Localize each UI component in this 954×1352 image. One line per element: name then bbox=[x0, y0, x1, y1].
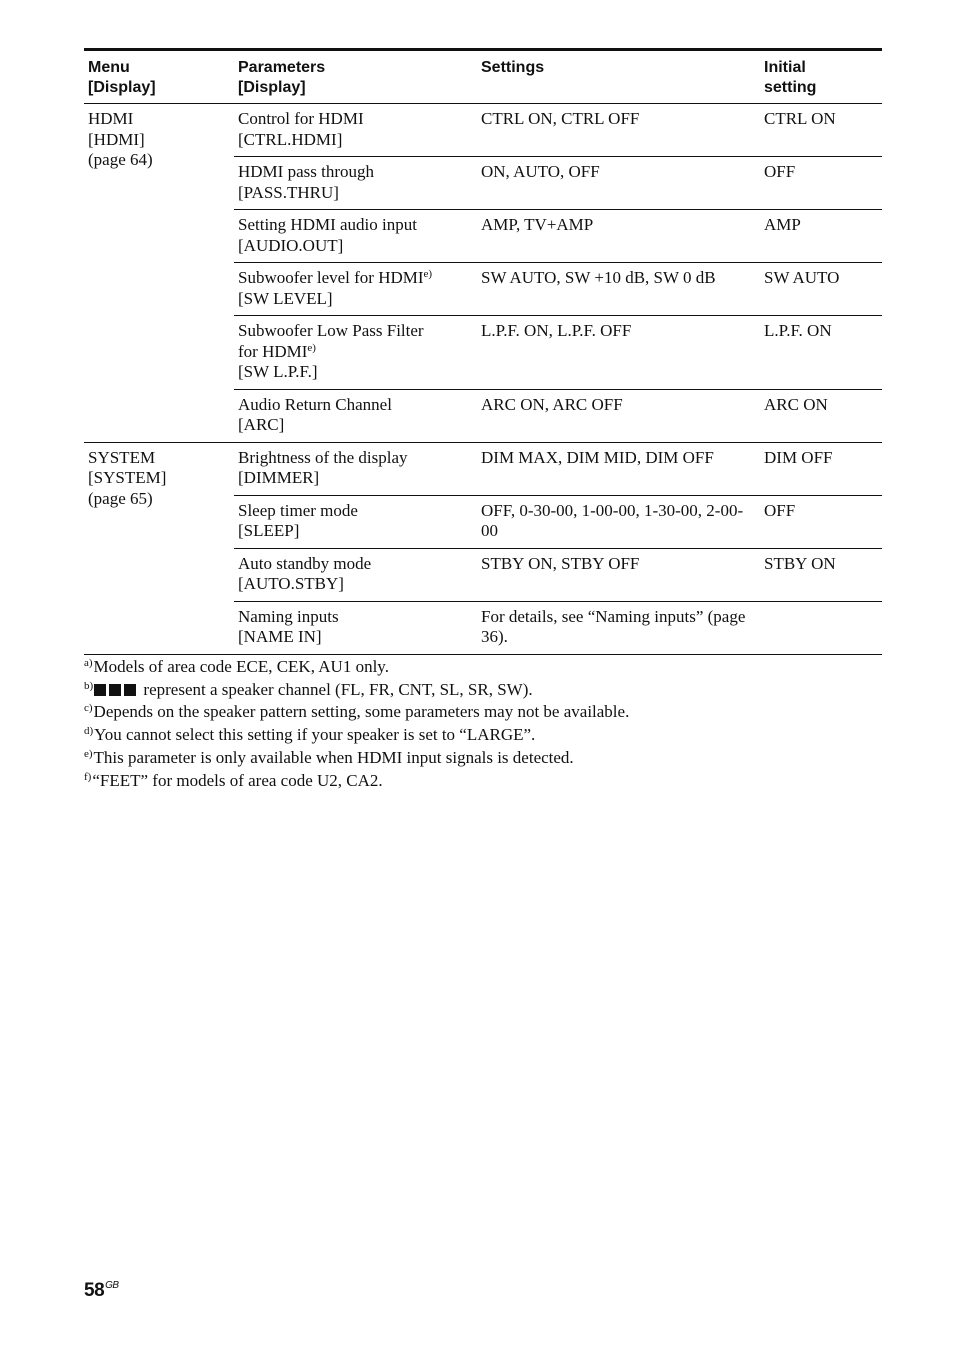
parameter-cell bbox=[234, 395, 477, 436]
menu-text: (page 65) bbox=[88, 488, 153, 508]
page-number bbox=[84, 1280, 119, 1302]
parameter-line bbox=[238, 574, 477, 595]
settings-cell: SW AUTO, SW +10 dB, SW 0 dB bbox=[481, 268, 716, 287]
settings-cell: ON, AUTO, OFF bbox=[481, 162, 600, 181]
header-text: [Display] bbox=[238, 79, 306, 96]
group-rows bbox=[234, 443, 882, 654]
square-placeholder-icon bbox=[94, 684, 106, 696]
initial-setting-cell: STBY ON bbox=[764, 553, 836, 573]
footnote bbox=[84, 724, 884, 747]
group-rows bbox=[234, 104, 882, 442]
header-text: Menu bbox=[88, 59, 130, 76]
parameter-text: Brightness of the display bbox=[238, 447, 408, 467]
footnote-text: Models of area code ECE, CEK, AU1 only. bbox=[93, 657, 389, 676]
table-row bbox=[234, 496, 882, 549]
initial-setting-cell: SW AUTO bbox=[764, 268, 840, 287]
table-group bbox=[84, 104, 882, 443]
settings-cell: STBY ON, STBY OFF bbox=[481, 553, 640, 573]
footnote-mark: b) bbox=[84, 679, 94, 692]
page-number-suffix: GB bbox=[105, 1280, 119, 1291]
initial-setting-cell: DIM OFF bbox=[764, 447, 833, 467]
parameter-text: [SLEEP] bbox=[238, 521, 300, 540]
parameter-line bbox=[238, 362, 477, 383]
footnote-mark: a) bbox=[84, 657, 93, 669]
header-settings bbox=[477, 58, 760, 98]
parameter-text: [CTRL.HDMI] bbox=[238, 129, 343, 149]
initial-setting-cell: L.P.F. ON bbox=[764, 321, 832, 340]
footnote-ref: e) bbox=[307, 341, 316, 354]
table-row bbox=[234, 210, 882, 263]
footnote-text: represent a speaker channel (FL, FR, CNT, SL, SR, SW). bbox=[143, 679, 533, 699]
settings-table bbox=[84, 48, 882, 655]
settings-cell: AMP, TV+AMP bbox=[481, 215, 594, 234]
square-placeholder-icon bbox=[109, 684, 121, 696]
menu-text: (page 64) bbox=[88, 150, 153, 169]
parameter-cell bbox=[234, 215, 477, 256]
settings-cell: CTRL ON, CTRL OFF bbox=[481, 109, 640, 128]
settings-cell: For details, see “Naming inputs” (page 36). bbox=[481, 606, 746, 646]
menu-text: HDMI bbox=[88, 109, 134, 128]
parameter-line bbox=[238, 183, 477, 204]
parameter-cell bbox=[234, 321, 477, 383]
initial-setting-cell: OFF bbox=[764, 162, 796, 181]
parameter-cell bbox=[234, 162, 477, 203]
footnote bbox=[84, 679, 884, 702]
table-row bbox=[234, 316, 882, 390]
parameter-text: Control for HDMI bbox=[238, 109, 364, 128]
parameter-line bbox=[238, 130, 477, 151]
footnote-mark: d) bbox=[84, 725, 94, 738]
header-text: Settings bbox=[481, 59, 545, 76]
square-placeholder-icon bbox=[124, 684, 136, 696]
initial-setting-cell: AMP bbox=[764, 215, 801, 234]
footnote bbox=[84, 770, 884, 793]
parameter-text: Subwoofer Low Pass Filter bbox=[238, 321, 424, 340]
parameter-line bbox=[238, 289, 477, 310]
parameter-line bbox=[238, 415, 477, 436]
parameter-text: [DIMMER] bbox=[238, 468, 320, 487]
initial-setting-cell: ARC ON bbox=[764, 394, 828, 414]
footnote bbox=[84, 701, 884, 724]
menu-cell bbox=[84, 104, 234, 442]
table-row bbox=[234, 602, 882, 654]
parameter-cell bbox=[234, 501, 477, 542]
table-row bbox=[234, 390, 882, 442]
header-menu bbox=[84, 58, 234, 98]
parameter-text: [AUDIO.OUT] bbox=[238, 235, 344, 255]
parameter-line bbox=[238, 607, 477, 628]
parameter-text: Auto standby mode bbox=[238, 553, 372, 573]
parameter-text: [PASS.THRU] bbox=[238, 182, 339, 202]
parameter-text: [ARC] bbox=[238, 415, 285, 434]
table-row bbox=[234, 157, 882, 210]
parameter-cell bbox=[234, 109, 477, 150]
parameter-text: [SW LEVEL] bbox=[238, 288, 333, 308]
footnotes bbox=[84, 656, 884, 792]
footnote-text: Depends on the speaker pattern setting, some parameters may not be available. bbox=[93, 702, 630, 722]
header-text: Initial bbox=[764, 59, 806, 76]
menu-cell bbox=[84, 443, 234, 654]
parameter-line bbox=[238, 448, 477, 469]
parameter-text: Setting HDMI audio input bbox=[238, 215, 417, 234]
initial-setting-cell: CTRL ON bbox=[764, 109, 836, 128]
initial-setting-cell: OFF bbox=[764, 500, 796, 520]
header-text: Parameters bbox=[238, 59, 326, 76]
parameter-text: Naming inputs bbox=[238, 606, 339, 626]
menu-text: [HDMI] bbox=[88, 129, 145, 149]
parameter-text: HDMI pass through bbox=[238, 162, 374, 181]
settings-cell: L.P.F. ON, L.P.F. OFF bbox=[481, 321, 632, 340]
parameter-line bbox=[238, 215, 477, 236]
table-header bbox=[84, 51, 882, 104]
parameter-line bbox=[238, 468, 477, 489]
header-initial-setting bbox=[760, 58, 882, 98]
initial-setting-cell bbox=[760, 607, 882, 648]
table-row bbox=[234, 263, 882, 316]
table-row bbox=[234, 443, 882, 496]
parameter-text: Sleep timer mode bbox=[238, 500, 358, 520]
parameter-line bbox=[238, 268, 477, 289]
settings-cell: ARC ON, ARC OFF bbox=[481, 394, 623, 414]
parameter-line bbox=[238, 109, 477, 130]
menu-text: [SYSTEM] bbox=[88, 468, 167, 487]
parameter-cell bbox=[234, 448, 477, 489]
parameter-line bbox=[238, 554, 477, 575]
parameter-line bbox=[238, 342, 477, 363]
table-group bbox=[84, 443, 882, 655]
parameter-text: [AUTO.STBY] bbox=[238, 574, 344, 593]
parameter-cell bbox=[234, 607, 477, 648]
footnote-text: “FEET” for models of area code U2, CA2. bbox=[92, 770, 383, 790]
settings-cell: DIM MAX, DIM MID, DIM OFF bbox=[481, 447, 714, 467]
footnote-ref: e) bbox=[423, 268, 433, 280]
table-row bbox=[234, 104, 882, 157]
table-body bbox=[84, 104, 882, 655]
footnote-mark: e) bbox=[84, 747, 93, 760]
parameter-line bbox=[238, 321, 477, 342]
footnote-mark: c) bbox=[84, 702, 93, 715]
header-parameters bbox=[234, 58, 477, 98]
parameter-line bbox=[238, 521, 477, 542]
parameter-line bbox=[238, 395, 477, 416]
footnote-mark: f) bbox=[84, 770, 92, 783]
header-text: setting bbox=[764, 79, 817, 96]
parameter-line bbox=[238, 627, 477, 648]
parameter-line bbox=[238, 162, 477, 183]
table-row bbox=[234, 549, 882, 602]
parameter-line bbox=[238, 501, 477, 522]
parameter-text: [NAME IN] bbox=[238, 627, 322, 646]
parameter-text: Audio Return Channel bbox=[238, 394, 392, 414]
settings-cell: OFF, 0-30-00, 1-00-00, 1-30-00, 2-00-00 bbox=[481, 500, 744, 540]
footnote bbox=[84, 656, 884, 679]
footnote-text: You cannot select this setting if your speaker is set to “LARGE”. bbox=[94, 725, 536, 745]
menu-text: SYSTEM bbox=[88, 447, 156, 467]
parameter-text: [SW L.P.F.] bbox=[238, 362, 318, 381]
parameter-text: for HDMI bbox=[238, 341, 308, 361]
footnote bbox=[84, 747, 884, 770]
parameter-cell bbox=[234, 268, 477, 309]
header-text: [Display] bbox=[88, 79, 156, 96]
footnote-text: This parameter is only available when HDMI input signals is detected. bbox=[93, 747, 574, 767]
parameter-cell bbox=[234, 554, 477, 595]
parameter-line bbox=[238, 236, 477, 257]
parameter-text: Subwoofer level for HDMI bbox=[238, 268, 424, 287]
page-number-text: 58 bbox=[84, 1280, 105, 1301]
